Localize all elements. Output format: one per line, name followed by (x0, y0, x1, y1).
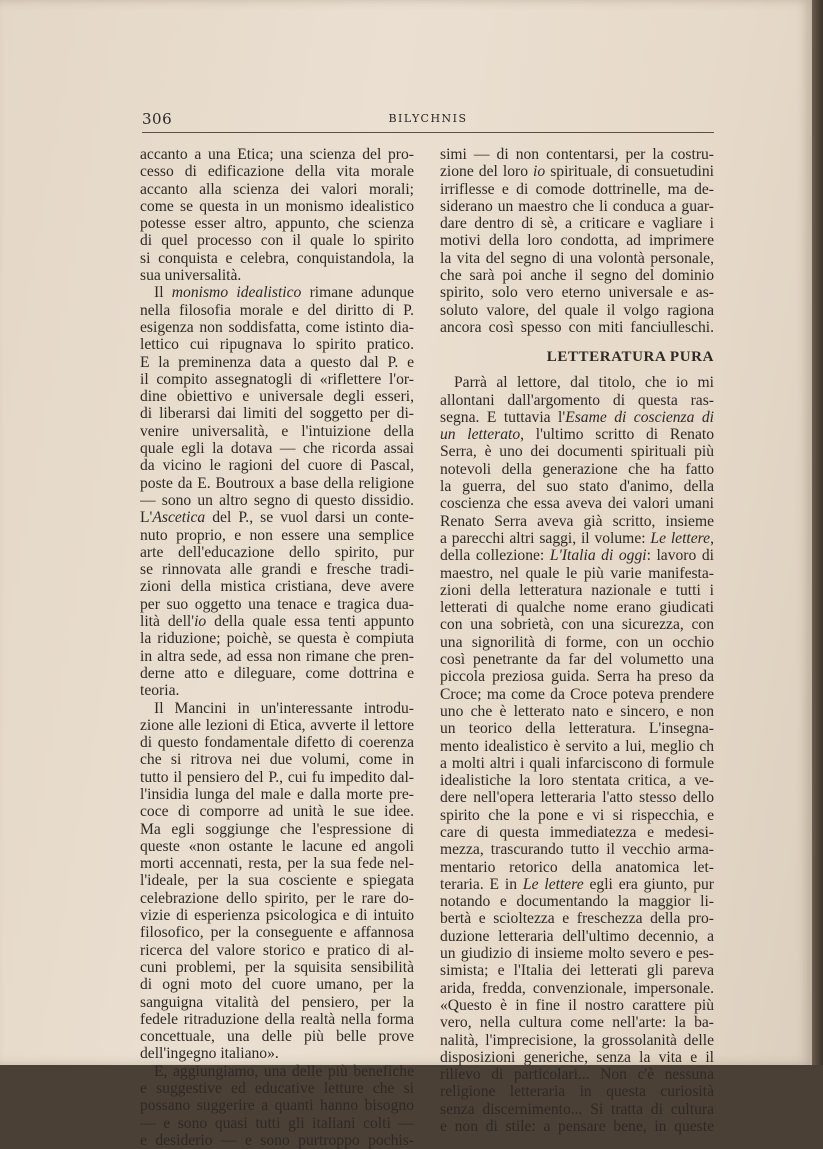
text-line: cuni problemi, per la squisita sensibilità (140, 958, 414, 976)
text-line: coscienza che essa aveva dei valori umani (440, 495, 714, 513)
text-line: teraria. E in Le lettere egli era giunto, pur (440, 875, 714, 893)
right-column-upper-text (440, 146, 714, 336)
text-line: come se questa in un monismo idealistico (140, 197, 414, 215)
text-line: idealistiche la loro stentata critica, a ve- (440, 772, 714, 790)
text-line: di quel processo con il quale lo spirito (140, 232, 414, 250)
text-line: sanguigna vitalità del pensiero, per la (140, 993, 414, 1011)
text-line: fedele ritraduzione della realtà nella forma (140, 1010, 414, 1028)
text-line: care di questa immediatezza e medesi- (440, 823, 714, 841)
page-number: 306 (142, 110, 173, 128)
right-column-lower-text (440, 374, 714, 1135)
text-line: di questo fondamentale difetto di coerenza (140, 734, 414, 752)
text-line: mezza, trascurando tutto il vecchio arma- (440, 841, 714, 859)
text-line: venire universalità, e l'intuizione della (140, 422, 414, 440)
text-line: la vita del segno di una volontà personale, (440, 249, 714, 267)
text-line: zione del loro io spirituale, di consuetudini (440, 163, 714, 181)
text-line: potesse esser altro, appunto, che scienza (140, 215, 414, 233)
text-line: con una sobrietà, con una sicurezza, con (440, 616, 714, 634)
text-line: una signorilità di forme, con un occhio (440, 633, 714, 651)
text-line: Croce; ma come da Croce poteva prendere (440, 685, 714, 703)
text-line: la guerra, del suo stato d'animo, della (440, 478, 714, 496)
text-line: dare dentro di sè, a criticare e vagliare i (440, 215, 714, 233)
text-line: celebrazione dello spirito, per le rare do- (140, 889, 414, 907)
text-line: motivi della loro condotta, ad imprimere (440, 232, 714, 250)
text-line: E, aggiungiamo, una delle più benefiche (154, 1062, 414, 1080)
text-line: piccola preziosa guida. Serra ha preso da (440, 668, 714, 686)
text-line: lettico cui ripugnava lo spirito pratico. (140, 336, 414, 354)
text-line: simista; e l'Italia dei letterati gli pareva (440, 962, 714, 980)
text-line: se rinnovata alle grandi e fresche tradi- (140, 561, 414, 579)
text-line: zione alle lezioni di Etica, avverte il lettore (140, 716, 414, 734)
text-line: si conquista e celebra, conquistandola, la (140, 249, 414, 267)
text-line: duzione letteraria dell'ultimo decennio, a (440, 927, 714, 945)
text-line: Ma egli soggiunge che l'espressione di (140, 820, 414, 838)
text-line: senza discernimento... Si tratta di cultura (440, 1100, 714, 1118)
text-line: a molti altri i quali infarciscono di formule (440, 754, 714, 772)
text-line: rilievo di particolari... Non c'è nessuna (440, 1066, 714, 1084)
text-line: Il monismo idealistico rimane adunque (154, 284, 414, 302)
page-header (142, 108, 714, 133)
text-line: — e sono quasi tutti gli italiani colti — (140, 1114, 414, 1132)
text-line: dere nell'opera letteraria l'atto stesso dello (440, 789, 714, 807)
text-line: lità dell'io della quale essa tenti appunto (140, 613, 414, 631)
text-line: nuto proprio, e non essere una semplice (140, 526, 414, 544)
text-line: concettuale, una delle più belle prove (140, 1028, 414, 1046)
text-line: notevoli della generazione che ha fatto (440, 460, 714, 478)
text-line: filosofico, per la conseguente e affannosa (140, 924, 414, 942)
text-line: «Questo è in fine il nostro carattere più (440, 996, 714, 1014)
text-line: Renato Serra aveva già scritto, insieme (440, 512, 714, 530)
section-heading: LETTERATURA PURA (546, 349, 714, 366)
text-line: in altra sede, ad essa non rimane che pren- (140, 647, 414, 665)
text-line: sua universalità. (140, 267, 242, 285)
text-line: zioni della mistica cristiana, deve avere (140, 578, 414, 596)
text-line: da vicino le ragioni del cuore di Pascal, (140, 457, 414, 475)
text-line: religione letteraria in questa curiosità (440, 1083, 714, 1101)
text-line: disposizioni generiche, senza la vita e il (440, 1048, 714, 1066)
text-line: derne atto e dileguare, come dottrina e (140, 664, 414, 682)
text-line: ancora così spesso con miti fanciulleschi. (440, 318, 714, 336)
text-line: bertà e scioltezza e freschezza della pro- (440, 910, 714, 928)
text-line: un teorico della letteratura. L'insegna- (440, 720, 714, 738)
text-line: letterati di qualche nome erano giudicati (440, 599, 714, 617)
text-line: un giudizio di insieme molto severo e pes- (440, 945, 714, 963)
text-line: spirito, solo vero eterno universale e as- (440, 284, 714, 302)
text-line: che sarà poi anche il segno del dominio (440, 267, 714, 285)
left-text-column (140, 146, 414, 1149)
text-line: vero, nella cultura come nell'arte: la ba- (440, 1014, 714, 1032)
text-line: e suggestive ed educative letture che si (140, 1080, 414, 1098)
text-line: soluto valore, del quale il volgo ragiona (440, 301, 714, 319)
text-line: — sono un altro segno di questo dissidio. (140, 491, 414, 509)
text-line: irriflesse e di comode dottrinelle, ma de- (440, 180, 714, 198)
running-title: BILYCHNIS (388, 112, 468, 125)
text-line: vizie di esperienza psicologica e di intuito (140, 907, 414, 925)
text-line: esigenza non soddisfatta, come istinto dia- (140, 318, 414, 336)
text-line: arte dell'educazione dello spirito, pur (140, 543, 414, 561)
text-line: nella filosofia morale e del diritto di P. (140, 301, 414, 319)
text-line: maestro, nel quale le più varie manifesta- (440, 564, 714, 582)
text-line: mentario retorico della anatomica let- (440, 858, 714, 876)
text-line: Serra, è uno dei documenti spirituali più (440, 443, 714, 461)
text-line: l'insidia lunga del male e dalla morte pre- (140, 785, 414, 803)
text-line: Parrà al lettore, dal titolo, che io mi (454, 374, 714, 392)
text-line: coce di comporre ad unità le sue idee. (140, 803, 414, 821)
text-line: quale egli la dotava — che ricorda assai (140, 440, 414, 458)
text-line: il compito assegnatogli di «riflettere l'or- (140, 370, 414, 388)
text-line: mento idealistico è servito a lui, meglio ch (440, 737, 714, 755)
text-line: siderano un maestro che li conduca a guar- (440, 197, 714, 215)
text-line: morti accennati, resta, per la sua fede nel- (140, 855, 414, 873)
text-line: allontani dall'argomento di questa ras- (440, 391, 714, 409)
text-line: poste da E. Boutroux a base della religione (140, 474, 414, 492)
text-line: della collezione: L'Italia di oggi: lavoro di (440, 547, 714, 565)
text-line: possano suggerire a quanti hanno bisogno (140, 1097, 414, 1115)
text-line: simi — di non contentarsi, per la costru- (440, 146, 714, 163)
text-line: teoria. (140, 682, 180, 700)
text-line: spirito che la pone e vi si rispecchia, e (440, 806, 714, 824)
text-line: queste «non ostante le lacune ed angoli (140, 837, 414, 855)
text-line: segna. E tuttavia l'Esame di coscienza di (440, 408, 714, 426)
text-line: L'Ascetica del P., se vuol darsi un conte- (140, 509, 414, 527)
text-line: arida, fredda, convenzionale, impersonale. (440, 979, 714, 997)
text-line: dine obiettivo e universale degli esseri, (140, 388, 414, 406)
text-line: zioni della letteratura nazionale e tutti i (440, 581, 714, 599)
text-line: un letterato, l'ultimo scritto di Renato (440, 426, 714, 444)
text-line: di liberarsi dai limiti del soggetto per di- (140, 405, 414, 423)
text-line: ricerca del valore storico e pratico di al- (140, 941, 414, 959)
text-line: Il Mancini in un'interessante introdu- (154, 699, 414, 717)
text-line: a parecchi altri saggi, il volume: Le lettere, (440, 529, 714, 547)
text-line: così penetrante da far del volumetto una (440, 651, 714, 669)
text-line: di ogni moto del cuore umano, per la (140, 976, 414, 994)
text-line: l'ideale, per la sua cosciente e spiegata (140, 872, 414, 890)
text-line: nalità, l'imprecisione, la grossolanità delle (440, 1031, 714, 1049)
right-text-column (440, 146, 714, 1135)
text-line: che si ritrova nei due volumi, come in (140, 751, 414, 769)
text-line: uno che è letterato nato e sincero, e non (440, 702, 714, 720)
text-line: accanto a una Etica; una scienza del pro- (140, 146, 414, 163)
text-line: accanto alla scienza dei valori morali; (140, 180, 414, 198)
text-line: notando e documentando la maggior li- (440, 893, 714, 911)
text-line: e desiderio — e sono purtroppo pochis- (140, 1131, 414, 1149)
text-line: e non di stile: a pensare bene, in queste (440, 1118, 714, 1136)
text-line: E la preminenza data a questo dal P. e (140, 353, 414, 371)
page-edge (812, 0, 823, 1065)
text-line: dell'ingegno italiano». (140, 1045, 279, 1063)
text-line: per suo oggetto una tenace e tragica dua- (140, 595, 414, 613)
text-line: la riduzione; poichè, se questa è compiuta (140, 630, 414, 648)
text-line: tutto il pensiero del P., cui fu impedito dal- (140, 768, 414, 786)
text-line: cesso di edificazione della vita morale (140, 163, 414, 181)
